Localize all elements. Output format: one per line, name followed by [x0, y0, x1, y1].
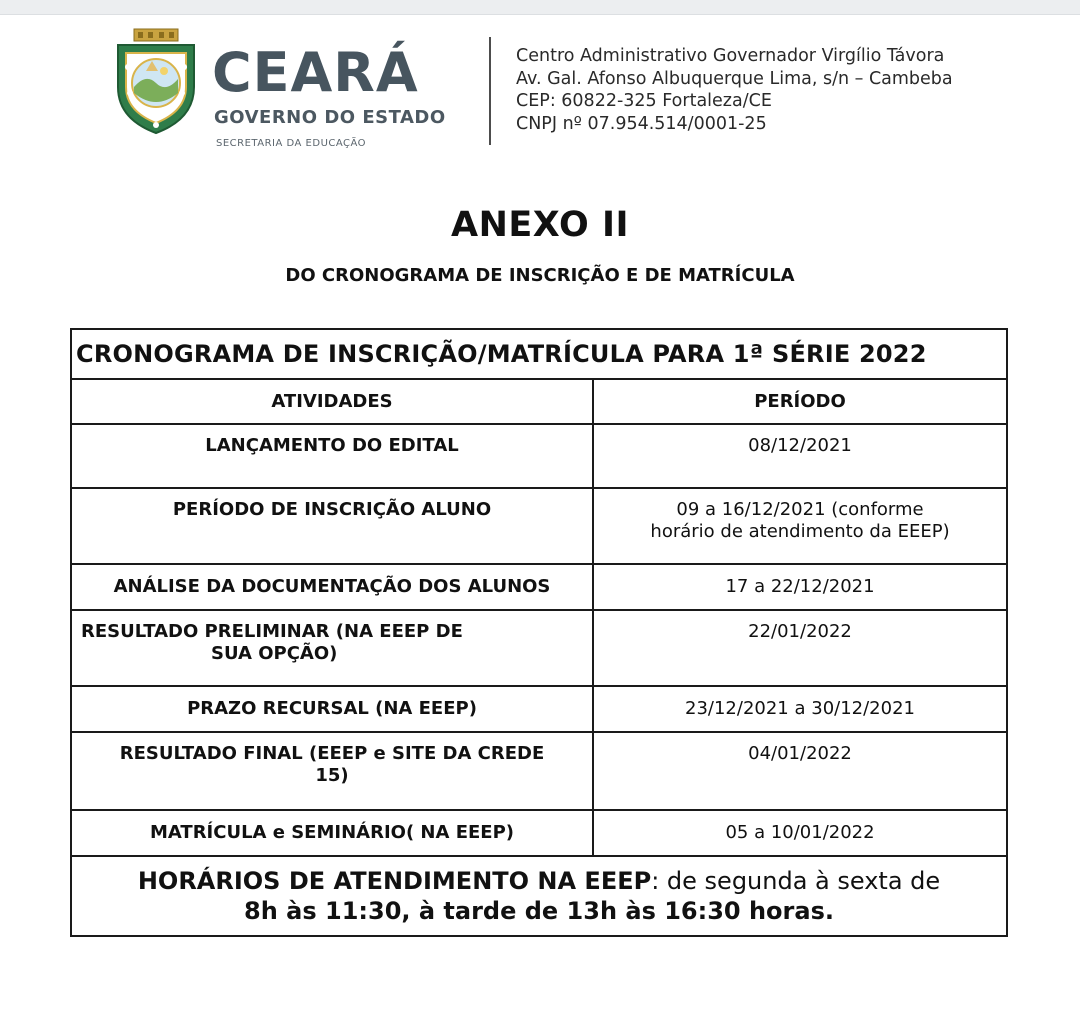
- office-hours-label: HORÁRIOS DE ATENDIMENTO NA EEEP: [137, 867, 652, 895]
- column-header-activities: ATIVIDADES: [71, 379, 593, 424]
- table-row: [71, 488, 1007, 564]
- address-line: CNPJ nº 07.954.514/0001-25: [516, 113, 767, 134]
- logo-wordmark: [212, 25, 482, 155]
- office-hours-line-1: [72, 866, 1006, 896]
- office-hours-cell: [71, 856, 1007, 936]
- period-cell: [593, 810, 1007, 856]
- period-cell: [593, 424, 1007, 488]
- schedule-table: [70, 328, 1008, 937]
- address-line: Centro Administrativo Governador Virgílio Távora: [516, 46, 945, 66]
- table-row: [71, 424, 1007, 488]
- table-row: [71, 564, 1007, 610]
- address-line: Av. Gal. Afonso Albuquerque Lima, s/n – Cambeba: [516, 68, 953, 89]
- column-header-period: PERÍODO: [593, 379, 1007, 424]
- activity-cell: [71, 686, 593, 732]
- address-block: [516, 45, 953, 135]
- activity-cell: [71, 424, 593, 488]
- period-cell: [593, 564, 1007, 610]
- logo-secretaria-text: SECRETARIA DA EDUCAÇÃO: [216, 138, 367, 149]
- logo-main-text: CEARÁ: [212, 41, 419, 104]
- table-caption: CRONOGRAMA DE INSCRIÇÃO/MATRÍCULA PARA 1ª SÉRIE 2022: [71, 329, 1007, 379]
- activity-cell: [71, 732, 593, 810]
- period-cell: [593, 488, 1007, 564]
- office-hours-times: 8h às 11:30, à tarde de 13h às 16:30 horas.: [244, 897, 834, 925]
- activity-text: MATRÍCULA e SEMINÁRIO( NA EEEP): [149, 822, 515, 843]
- document-page: [0, 15, 1080, 1019]
- activity-text: RESULTADO FINAL (EEEP e SITE DA CREDE: [119, 743, 545, 764]
- period-cell: [593, 686, 1007, 732]
- period-cell: [593, 610, 1007, 686]
- activity-cell: [71, 810, 593, 856]
- office-hours-line-2: [72, 896, 1006, 926]
- table-row: [71, 610, 1007, 686]
- window-top-bar: [0, 0, 1080, 15]
- activity-text: ANÁLISE DA DOCUMENTAÇÃO DOS ALUNOS: [113, 576, 551, 597]
- activity-text: PRAZO RECURSAL (NA EEEP): [187, 698, 477, 719]
- table-row: [71, 686, 1007, 732]
- activity-text: PERÍODO DE INSCRIÇÃO ALUNO: [172, 499, 492, 520]
- activity-text: SUA OPÇÃO): [211, 643, 338, 664]
- document-title: ANEXO II: [450, 205, 629, 245]
- activity-cell: [71, 610, 593, 686]
- address-line: CEP: 60822-325 Fortaleza/CE: [516, 91, 772, 111]
- document-subtitle: DO CRONOGRAMA DE INSCRIÇÃO E DE MATRÍCULA: [285, 265, 795, 286]
- period-text: 05 a 10/01/2022: [725, 822, 875, 843]
- period-text: 08/12/2021: [748, 435, 852, 456]
- letterhead: [112, 25, 1012, 155]
- table-row: [71, 732, 1007, 810]
- period-text: horário de atendimento da EEEP): [650, 521, 950, 542]
- period-text: 09 a 16/12/2021 (conforme: [676, 499, 924, 520]
- period-text: 04/01/2022: [748, 743, 852, 764]
- activity-text: RESULTADO PRELIMINAR (NA EEEP DE: [81, 621, 463, 642]
- table-row: [71, 810, 1007, 856]
- period-text: 22/01/2022: [748, 621, 852, 642]
- period-text: 23/12/2021 a 30/12/2021: [685, 698, 915, 719]
- header-divider: [489, 37, 491, 145]
- office-hours-text: : de segunda à sexta de: [651, 867, 941, 895]
- logo-sub-text: GOVERNO DO ESTADO: [214, 107, 446, 128]
- activity-text: 15): [315, 765, 349, 786]
- activity-cell: [71, 488, 593, 564]
- period-cell: [593, 732, 1007, 810]
- activity-cell: [71, 564, 593, 610]
- activity-text: LANÇAMENTO DO EDITAL: [205, 435, 459, 456]
- table-footer-row: [71, 856, 1007, 936]
- ceara-crest-icon: [112, 27, 200, 137]
- period-text: 17 a 22/12/2021: [725, 576, 875, 597]
